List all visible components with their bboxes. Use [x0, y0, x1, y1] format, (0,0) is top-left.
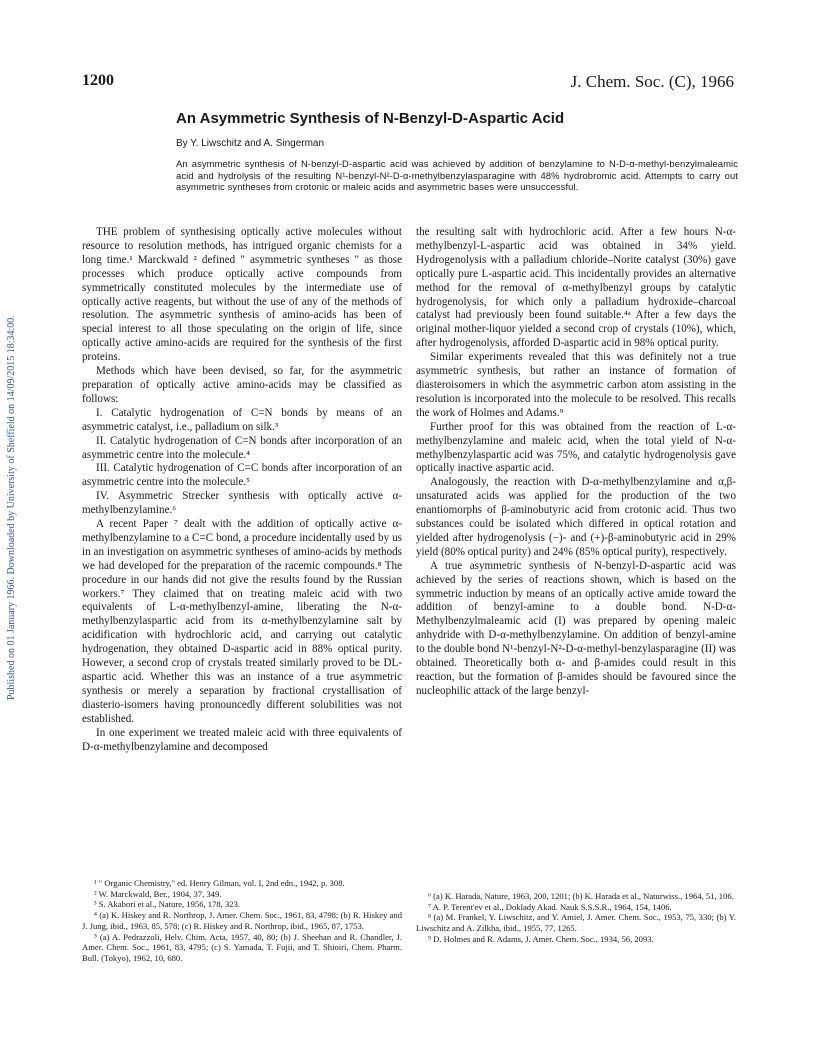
- footnote: ² W. Marckwald, Ber., 1904, 37, 349.: [94, 888, 222, 899]
- right-text-column: [416, 226, 736, 699]
- paragraph: A true asymmetric synthesis of N-benzyl-D-aspartic acid was achieved by the series of reactions shown, which is based on the symmetric induction by means of an optically active amide toward the addition of benzyl-amine to a double bond. N-D-α-Methylbenzylmaleamic acid (I) was prepared by opening maleic anhydride with D-α-methylbenzylamine. On addition of benzyl-amine to the double bond N¹-benzyl-N²-D-α-methyl-benzylasparagine (II) was obtained. Theoretically both α- and β-amides could result in this reaction, but the formation of β-amides should be favoured since the nucleophilic attack of the large benzyl-: [416, 559, 736, 697]
- download-watermark[interactable]: Published on 01 January 1966. Downloaded by University of Sheffield on 14/09/2015 18:34:00.: [6, 315, 17, 700]
- method-item: II. Catalytic hydrogenation of C=N bonds after incorporation of an asymmetric centre into the molecule.⁴: [82, 434, 402, 461]
- footnotes-right: [416, 891, 736, 945]
- method-item: I. Catalytic hydrogenation of C=N bonds by means of an asymmetric catalyst, i.e., palladium on silk.³: [82, 406, 402, 433]
- article-authors: By Y. Liwschitz and A. Singerman: [176, 138, 325, 149]
- footnote: ⁴ (a) K. Hiskey and R. Northrop, J. Amer. Chem. Soc., 1961, 83, 4798; (b) R. Hiskey and J. Jung, ibid., 1963, 85, 578; (c) R. Hiskey and R. Northrop, ibid., 1965, 87, 1753.: [82, 910, 402, 931]
- journal-header: J. Chem. Soc. (C), 1966: [570, 72, 734, 91]
- footnote: ⁷ A. P. Terent'ev et al., Doklady Akad. Nauk S.S.S.R., 1964, 154, 1406.: [428, 901, 672, 912]
- article-abstract: An asymmetric synthesis of N-benzyl-D-aspartic acid was achieved by addition of benzylamine to N-D-α-methyl-benzylmaleamic acid and hydrolysis of the resulting N¹-benzyl-N²-D-α-methylbenzylasparagine with 48% hydrobromic acid. Attempts to carry out asymmetric syntheses from crotonic or maleic acids and asymmetric bases were unsuccessful.: [176, 158, 738, 193]
- method-item: IV. Asymmetric Strecker synthesis with optically active α-methylbenzylamine.⁶: [82, 490, 402, 517]
- paragraph: Similar experiments revealed that this was definitely not a true asymmetric synthesis, but rather an instance of formation of diasteroisomers in which the asymmetric carbon atom assisting in the resolution is incorporated into the molecule to be resolved. This recalls the work of Holmes and Adams.⁹: [416, 351, 736, 419]
- footnote: ⁵ (a) A. Pedrazzoli, Helv. Chim. Acta, 1957, 40, 80; (b) J. Sheehan and R. Chandler, J. Amer. Chem. Soc., 1961, 83, 4795; (c) S. Yamada, T. Fujii, and T. Shioiri, Chem. Pharm. Bull. (Tokyo), 1962, 10, 680.: [82, 931, 402, 963]
- paragraph: In one experiment we treated maleic acid with three equivalents of D-α-methylbenzylamine and decomposed: [82, 726, 402, 753]
- footnote: ⁶ (a) K. Harada, Nature, 1963, 200, 1201; (b) K. Harada et al., Naturwiss., 1964, 51, 106.: [428, 891, 734, 901]
- footnote: ⁹ D. Holmes and R. Adams, J. Amer. Chem. Soc., 1934, 56, 2093.: [428, 933, 654, 944]
- footnote: ⁸ (a) M. Frankel, Y. Liwschitz, and Y. Amiel, J. Amer. Chem. Soc., 1953, 75, 330; (b) Y. Liwschitz and A. Zilkha, ibid., 1955, 77, 1265.: [416, 912, 736, 934]
- paragraph: the resulting salt with hydrochloric acid. After a few hours N-α-methylbenzyl-L-aspartic acid was obtained in 34% yield. Hydrogenolysis with a palladium chloride–Norite catalyst (30%) gave optically pure L-aspartic acid. This incidentally provides an alternative method for the removal of α-methylbenzyl groups by catalytic hydrogenolysis, for which only a palladium hydroxide–charcoal catalyst had previously been found suitable.⁴ᵃ After a few days the original mother-liquor yielded a second crop of crystals (10%), which, after hydrogenolysis, afforded D-aspartic acid in 98% optical purity.: [416, 226, 736, 350]
- footnotes-left: [82, 878, 402, 964]
- footnote: ¹ " Organic Chemistry," ed. Henry Gilman, vol. I, 2nd edn., 1942, p. 308.: [94, 878, 345, 888]
- footnote: ³ S. Akabori et al., Nature, 1956, 178, 323.: [94, 899, 241, 910]
- paragraph: A recent Paper ⁷ dealt with the addition of optically active α-methylbenzylamine to a C=C bond, a procedure incidentally used by us in an investigation on asymmetric syntheses of amino-acids by methods we had developed for the preparation of the racemic compounds.⁸ The procedure in our hands did not give the results found by the Russian workers.⁷ They claimed that on treating maleic acid with two equivalents of L-α-methylbenzyl-amine, liberating the N-α-methylbenzylaspartic acid from its α-methylbenzylamine salt by acidification with hydrochloric acid, and carrying out catalytic hydrogenation, they obtained D-aspartic acid in 88% optical purity. However, a second crop of crystals treated similarly proved to be DL-aspartic acid. Whether this was an instance of a true asymmetric synthesis or merely a separation by fractional crystallisation of diasterio-isomers having pronouncedly different solubilities was not established.: [82, 518, 402, 725]
- left-text-column: [82, 226, 402, 754]
- article-title: An Asymmetric Synthesis of N-Benzyl-D-Aspartic Acid: [176, 110, 565, 127]
- paragraph: Further proof for this was obtained from the reaction of L-α-methylbenzylamine and maleic acid, when the total yield of N-α-methylbenzylaspartic acid was 75%, and catalytic hydrogenolysis gave optically inactive aspartic acid.: [416, 420, 736, 475]
- method-item: III. Catalytic hydrogenation of C=C bonds after incorporation of an asymmetric centre into the molecule.⁵: [82, 462, 402, 489]
- page-number: 1200: [82, 72, 114, 89]
- paragraph: Analogously, the reaction with D-α-methylbenzylamine and α,β-unsaturated acids was applied for the production of the two enantiomorphs of β-aminobutyric acid from crotonic acid. Thus two substances could be isolated which differed in optical rotation and yielded after hydrogenolysis (−)- and (+)-β-aminobutyric acid in 29% yield (80% optical purity) and 24% (85% optical purity), respectively.: [416, 476, 736, 558]
- paragraph: THE problem of synthesising optically active molecules without resource to resolution methods, has intrigued organic chemists for a long time.¹ Marckwald ² defined " asymmetric syntheses " as those processes which produce optically active compounds from symmetrically constituted molecules by the intermediate use of optically active reagents, but without the use of any of the methods of resolution. The asymmetric synthesis of amino-acids has been of special interest to all those speculating on the origin of life, since optically active amino-acids are required for the synthesis of the first proteins.: [82, 226, 402, 364]
- paragraph: Methods which have been devised, so far, for the asymmetric preparation of optically active amino-acids may be classified as follows:: [82, 365, 402, 405]
